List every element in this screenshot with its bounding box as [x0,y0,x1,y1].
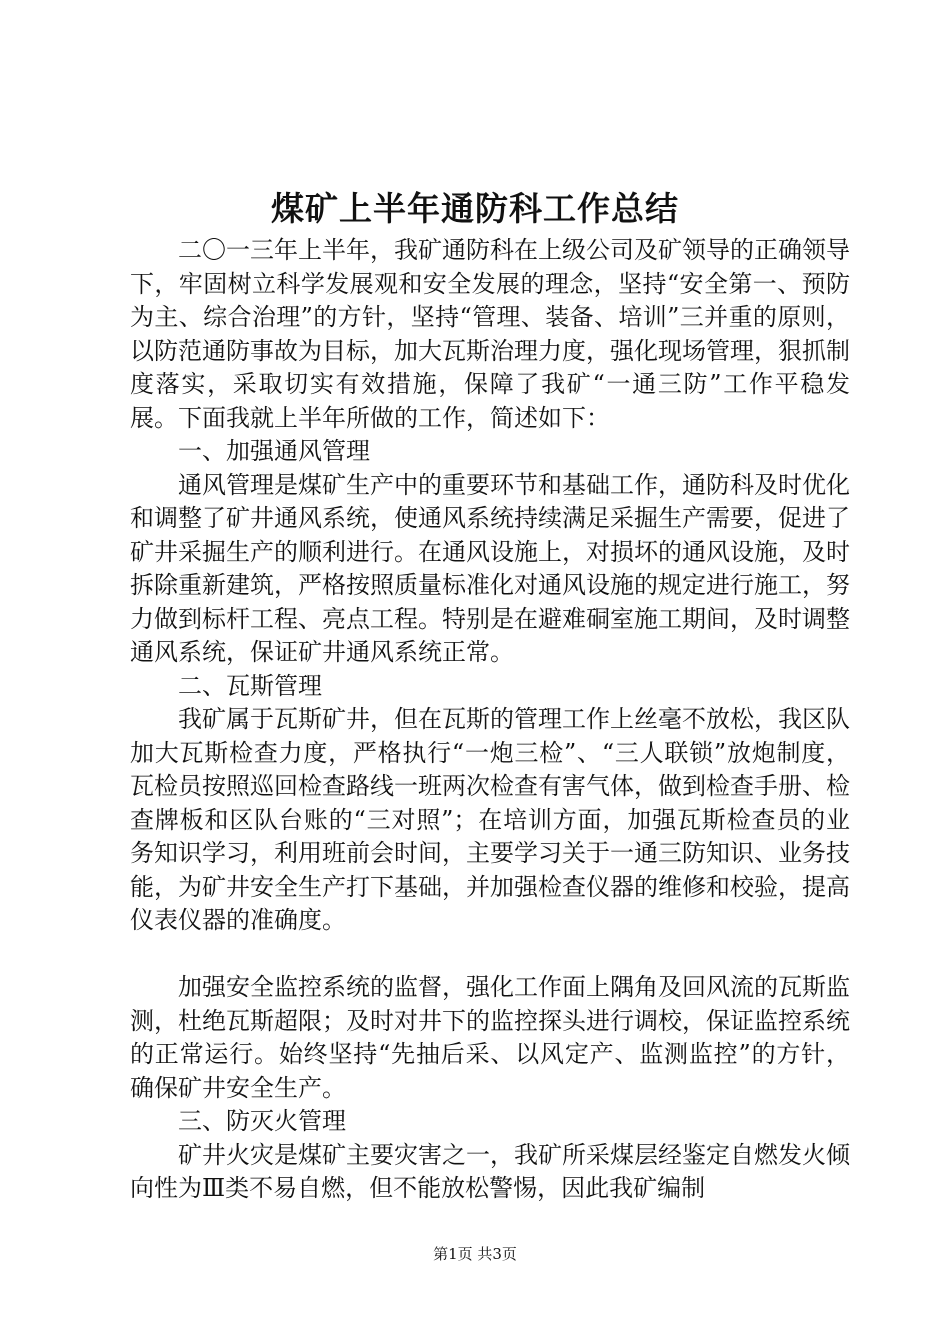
paragraph-spacer [130,938,850,972]
document-title: 煤矿上半年通防科工作总结 [271,189,679,228]
document-body [130,234,850,1206]
fire-paragraph: 矿井火灾是煤矿主要灾害之一，我矿所采煤层经鉴定自燃发火倾向性为Ⅲ类不易自燃，但不能放松警惕，因此我矿编制 [130,1140,850,1202]
section-heading-gas: 二、瓦斯管理 [178,671,322,700]
section-heading-ventilation: 一、加强通风管理 [178,437,370,465]
gas-paragraph-1: 我矿属于瓦斯矿井，但在瓦斯的管理工作上丝毫不放松，我区队加大瓦斯检查力度，严格执行“一炮三检”、“三人联锁”放炮制度，瓦检员按照巡回检查路线一班两次检查有害气体，做到检查手册、检查牌板和区队台账的“三对照”；在培训方面，加强瓦斯检查员的业务知识学习，利用班前会时间，主要学习关于一通三防知识、业务技能，为矿井安全生产打下基础，并加强检查仪器的维修和校验，提高仪表仪器的准确度。 [130,705,850,934]
gas-paragraph-2: 加强安全监控系统的监督，强化工作面上隅角及回风流的瓦斯监测，杜绝瓦斯超限；及时对井下的监控探头进行调校，保证监控系统的正常运行。始终坚持“先抽后采、以风定产、监测监控”的方针，确保矿井安全生产。 [130,973,850,1102]
ventilation-paragraph: 通风管理是煤矿生产中的重要环节和基础工作，通防科及时优化和调整了矿井通风系统，使通风系统持续满足采掘生产需要，促进了矿井采掘生产的顺利进行。在通风设施上，对损坏的通风设施，及时拆除重新建筑，严格按照质量标准化对通风设施的规定进行施工，努力做到标杆工程、亮点工程。特别是在避难硐室施工期间，及时调整通风系统，保证矿井通风系统正常。 [130,470,850,666]
page-footer: 第1页 共3页 [433,1245,517,1263]
intro-paragraph: 二〇一三年上半年，我矿通防科在上级公司及矿领导的正确领导下，牢固树立科学发展观和安全发展的理念，坚持“安全第一、预防为主、综合治理”的方针，坚持“管理、装备、培训”三并重的原则，以防范通防事故为目标，加大瓦斯治理力度，强化现场管理，狠抓制度落实，采取切实有效措施，保障了我矿“一通三防”工作平稳发展。下面我就上半年所做的工作，简述如下： [130,236,850,432]
section-heading-fire: 三、防灭火管理 [178,1107,346,1135]
